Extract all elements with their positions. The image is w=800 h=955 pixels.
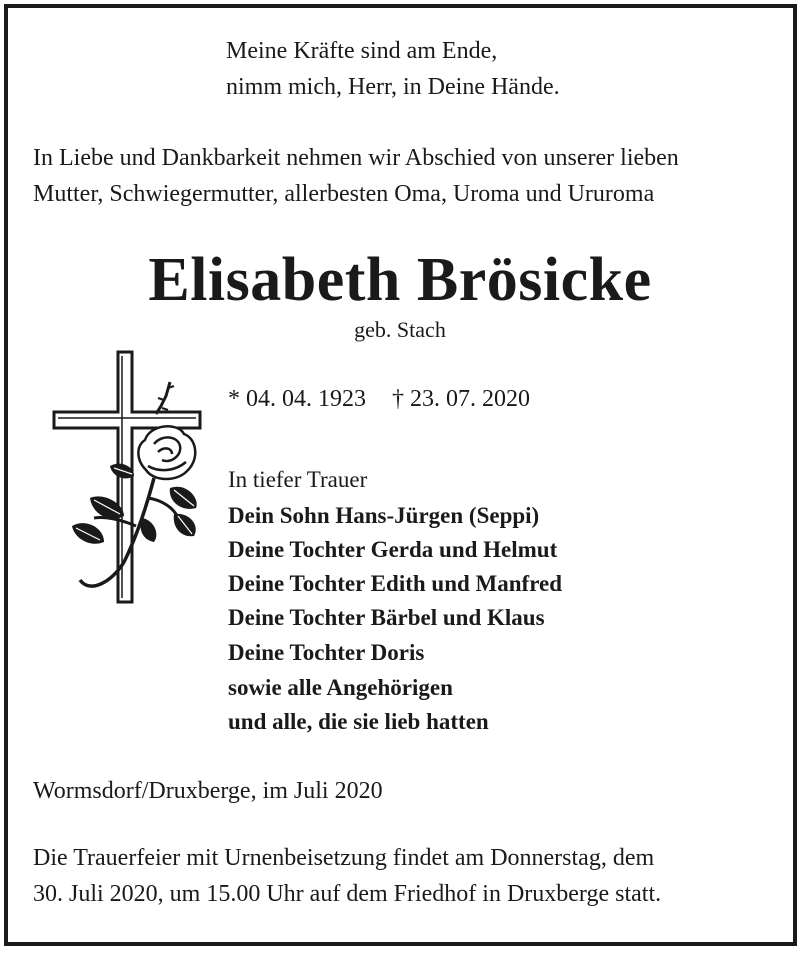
service-line-2: 30. Juli 2020, um 15.00 Uhr auf dem Friedhof in Druxberge statt. xyxy=(33,881,662,907)
birth-name: geb. Stach xyxy=(354,317,446,342)
birth-date: * 04. 04. 1923 xyxy=(228,386,366,412)
cross-with-rose-icon xyxy=(50,348,210,608)
mourner-line: Deine Tochter Gerda und Helmut xyxy=(228,537,558,562)
service-line-1: Die Trauerfeier mit Urnenbeisetzung findet am Donnerstag, dem xyxy=(33,845,655,871)
place-date: Wormsdorf/Druxberge, im Juli 2020 xyxy=(33,778,383,804)
deceased-name: Elisabeth Brösicke xyxy=(148,246,652,314)
mourner-heading: In tiefer Trauer xyxy=(228,467,368,492)
mourner-line: sowie alle Angehörigen xyxy=(228,675,453,700)
life-dates xyxy=(228,384,530,414)
death-date: † 23. 07. 2020 xyxy=(392,386,530,412)
verse-line-2: nimm mich, Herr, in Deine Hände. xyxy=(226,74,560,100)
intro-line-2: Mutter, Schwiegermutter, allerbesten Oma, Uroma und Ururoma xyxy=(33,181,655,207)
mourner-line: Deine Tochter Edith und Manfred xyxy=(228,571,562,596)
mourner-line: Deine Tochter Doris xyxy=(228,640,425,665)
mourner-line: Deine Tochter Bärbel und Klaus xyxy=(228,605,545,630)
intro-line-1: In Liebe und Dankbarkeit nehmen wir Abschied von unserer lieben xyxy=(33,145,679,171)
mourner-line: und alle, die sie lieb hatten xyxy=(228,709,489,734)
verse-line-1: Meine Kräfte sind am Ende, xyxy=(226,38,498,64)
mourner-line: Dein Sohn Hans-Jürgen (Seppi) xyxy=(228,503,540,528)
